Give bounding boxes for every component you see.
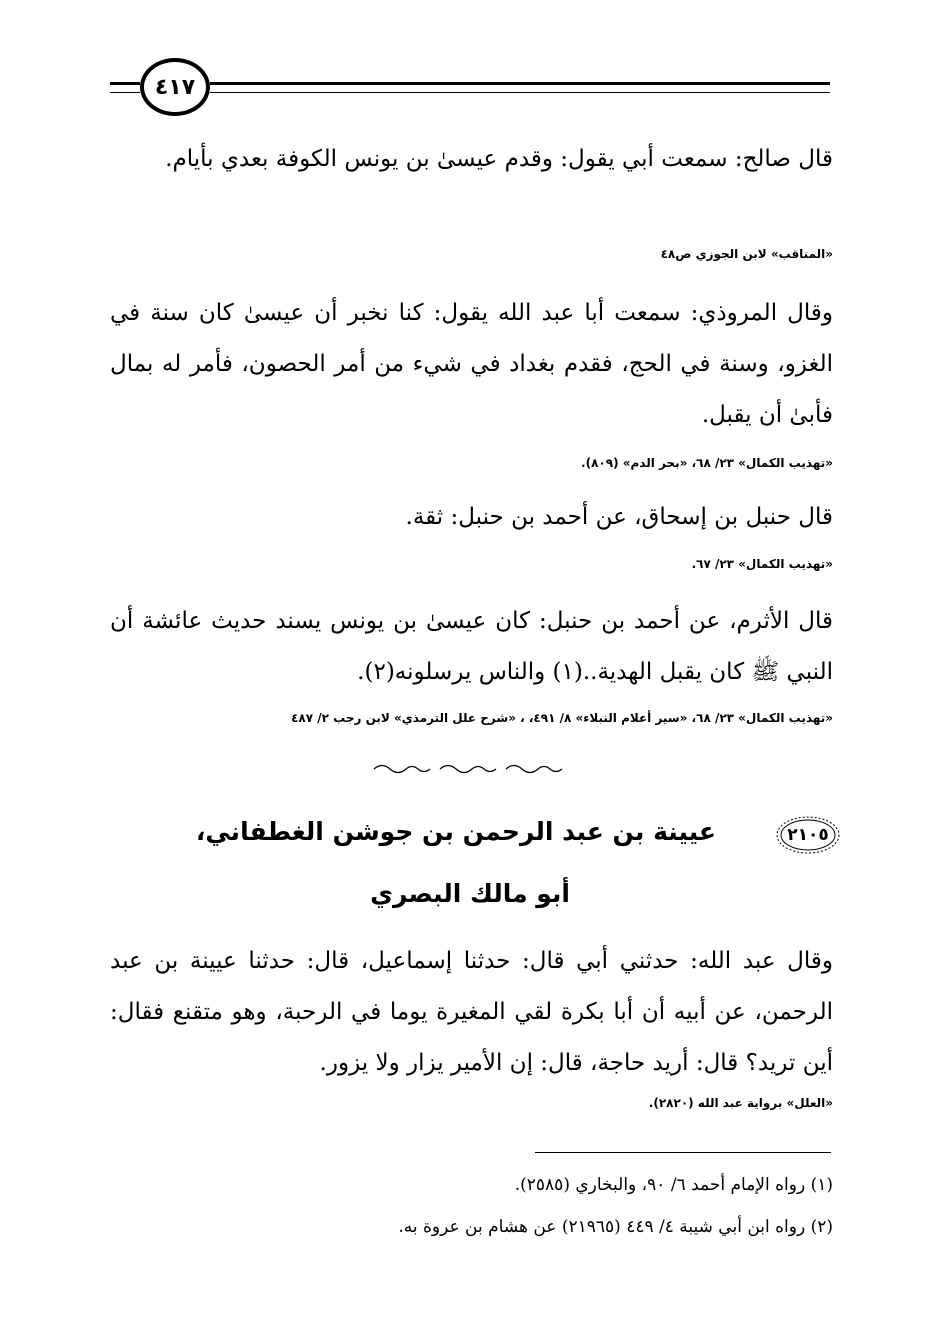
paragraph-saleh: قال صالح: سمعت أبي يقول: وقدم عيسىٰ بن يونس الكوفة بعدي بأيام. — [165, 146, 833, 172]
footnote-1: (١) رواه الإمام أحمد ٦/ ٩٠، والبخاري (٢٥٨٥). — [514, 1175, 833, 1195]
entry-title-line1: عيينة بن عبد الرحمن بن جوشن الغطفاني، — [195, 817, 716, 846]
header-rule-left-thin — [110, 92, 140, 93]
header-rule-thick — [210, 82, 830, 85]
reference-tahdhib-2: «تهذيب الكمال» ٢٣/ ٦٧. — [691, 557, 833, 571]
paragraph-athram: قال الأثرم، عن أحمد بن حنبل: كان عيسىٰ بن يونس يسند حديث عائشة أن النبي ﷺ كان يقبل الهدية..(١) والناس يرسلونه(٢). — [110, 608, 833, 685]
page-number: ٤١٧ — [140, 58, 210, 116]
footnote-rule — [535, 1152, 831, 1153]
header-rule-thin — [210, 92, 830, 93]
reference-tahdhib-3: «تهذيب الكمال» ٢٣/ ٦٨، «سير أعلام النبلاء» ٨/ ٤٩١، ، «شرح علل الترمذي» لابن رجب ٢/ ٤٨٧ — [291, 711, 833, 725]
reference-manaqib: «المناقب» لابن الجوزي ص٤٨ — [660, 247, 833, 261]
reference-tahdhib-1: «تهذيب الكمال» ٢٣/ ٦٨، «بحر الدم» (٨٠٩). — [581, 456, 833, 470]
paragraph-hanbal: قال حنبل بن إسحاق، عن أحمد بن حنبل: ثقة. — [405, 504, 833, 530]
header-rule-left-thick — [110, 82, 140, 85]
entry-number: ٢١٠٥ — [787, 825, 829, 845]
paragraph-marwazi: وقال المروذي: سمعت أبا عبد الله يقول: كنا نخبر أن عيسىٰ كان سنة في الغزو، وسنة في الحج، فقدم بغداد في شيء من أمر الحصون، فأمر له بمال فأبىٰ أن يقبل. — [110, 300, 833, 428]
entry-number-badge — [775, 815, 841, 855]
reference-ilal: «العلل» برواية عبد الله (٢٨٢٠). — [648, 1096, 833, 1110]
paragraph-abdullah: وقال عبد الله: حدثني أبي قال: حدثنا إسماعيل، قال: حدثنا عيينة بن عبد الرحمن، عن أبيه أن أبا بكرة لقي المغيرة يوما في الرحبة، وهو متقنع فقال: أين تريد؟ قال: أريد حاجة، قال: إن الأمير يزار ولا يزور. — [110, 948, 833, 1076]
ornament-divider — [370, 762, 570, 776]
entry-title-line2: أبو مالك البصري — [370, 879, 570, 908]
footnote-2: (٢) رواه ابن أبي شيبة ٤/ ٤٤٩ (٢١٩٦٥) عن هشام بن عروة به. — [398, 1217, 833, 1237]
